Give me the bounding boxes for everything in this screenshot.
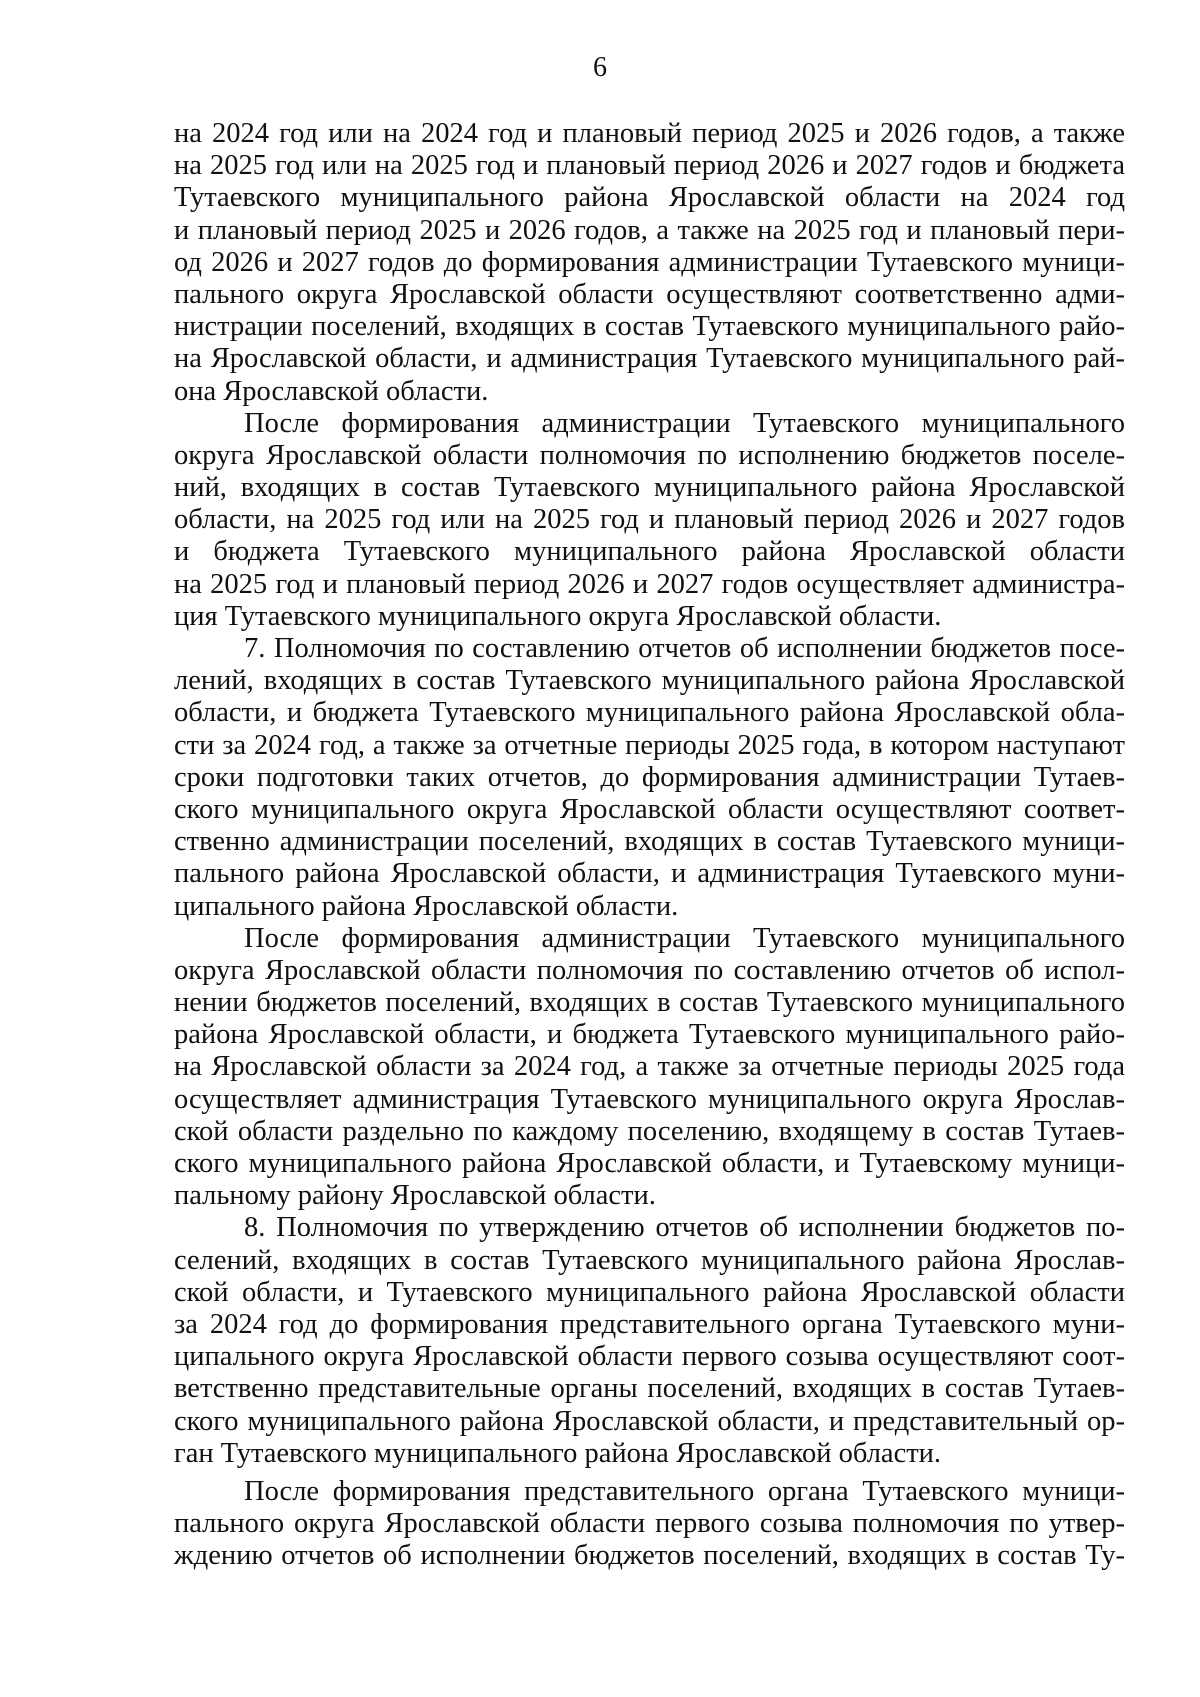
text-line: области, на 2025 год или на 2025 год и плановый период 2026 и 2027 годов (174, 504, 1125, 536)
text-line: лений, входящих в состав Тутаевского муниципального района Ярославской (174, 665, 1125, 697)
text-line: на 2024 год или на 2024 год и плановый период 2025 и 2026 годов, а также (174, 118, 1125, 149)
text-line: 7. Полномочия по составлению отчетов об исполнении бюджетов посе- (244, 633, 1125, 664)
paragraph-6 (174, 1476, 1125, 1573)
text-line: и плановый период 2025 и 2026 годов, а также на 2025 год и плановый пери- (174, 214, 1125, 246)
text-line: од 2026 и 2027 годов до формирования администрации Тутаевского муници- (174, 246, 1125, 278)
document-body (174, 118, 1125, 1572)
text-line: ского муниципального района Ярославской области, и Тутаевскому муници- (174, 1148, 1125, 1179)
page-number: 6 (593, 52, 607, 83)
text-line: на Ярославской области, и администрация Тутаевского муниципального рай- (174, 343, 1125, 375)
text-line: и бюджета Тутаевского муниципального района Ярославской области (174, 536, 1125, 568)
text-line: ний, входящих в состав Тутаевского муниципального района Ярославской (174, 472, 1125, 504)
text-line: осуществляет администрация Тутаевского муниципального округа Ярослав- (174, 1083, 1125, 1115)
paragraph-item-7 (174, 633, 1125, 923)
text-line: на 2025 год и плановый период 2026 и 2027 годов осуществляет администра- (174, 568, 1125, 600)
paragraph-1 (174, 118, 1125, 408)
text-line: После формирования представительного органа Тутаевского муници- (244, 1475, 1125, 1507)
text-line: пального округа Ярославской области первого созыва полномочия по утвер- (174, 1508, 1125, 1540)
paragraph-2 (174, 408, 1125, 633)
text-line: пального округа Ярославской области осуществляют соответственно адми- (174, 278, 1125, 310)
text-line: нении бюджетов поселений, входящих в состав Тутаевского муниципального (174, 987, 1125, 1019)
text-line: ция Тутаевского муниципального округа Ярославской области. (174, 600, 942, 632)
text-line: сроки подготовки таких отчетов, до формирования администрации Тутаев- (174, 761, 1125, 793)
text-line: ципального округа Ярославской области первого созыва осуществляют соот- (174, 1341, 1125, 1373)
text-line: После формирования администрации Тутаевского муниципального (244, 407, 1125, 439)
text-line: ской области раздельно по каждому поселению, входящему в состав Тутаев- (174, 1115, 1125, 1147)
text-line: селений, входящих в состав Тутаевского муниципального района Ярослав- (174, 1244, 1125, 1276)
text-line: Тутаевского муниципального района Ярославской области на 2024 год (174, 182, 1125, 214)
text-line: нистрации поселений, входящих в состав Тутаевского муниципального райо- (174, 311, 1125, 343)
text-line: ственно администрации поселений, входящих в состав Тутаевского муници- (174, 826, 1125, 858)
text-line: на 2025 год или на 2025 год и плановый период 2026 и 2027 годов и бюджета (174, 150, 1125, 182)
text-line: сти за 2024 год, а также за отчетные периоды 2025 года, в котором наступают (174, 729, 1125, 761)
text-line: 8. Полномочия по утверждению отчетов об исполнении бюджетов по- (244, 1212, 1125, 1244)
text-line: округа Ярославской области полномочия по составлению отчетов об испол- (174, 954, 1125, 986)
text-line: на Ярославской области за 2024 год, а также за отчетные периоды 2025 года (174, 1051, 1125, 1083)
text-line: области, и бюджета Тутаевского муниципального района Ярославской обла- (174, 697, 1125, 729)
text-line: ского муниципального округа Ярославской области осуществляют соответ- (174, 793, 1125, 825)
text-line: ского муниципального района Ярославской области, и представительный ор- (174, 1405, 1125, 1437)
text-line: ждению отчетов об исполнении бюджетов поселений, входящих в состав Ту- (174, 1540, 1125, 1572)
text-line: пальному району Ярославской области. (174, 1180, 656, 1212)
text-line: пального района Ярославской области, и администрация Тутаевского муни- (174, 858, 1125, 890)
paragraph-item-8 (174, 1212, 1125, 1470)
text-line: района Ярославской области, и бюджета Тутаевского муниципального райо- (174, 1019, 1125, 1051)
text-line: ган Тутаевского муниципального района Ярославской области. (174, 1437, 942, 1469)
text-line: ветственно представительные органы поселений, входящих в состав Тутаев- (174, 1373, 1125, 1405)
text-line: она Ярославской области. (174, 375, 489, 407)
text-line: ципального района Ярославской области. (174, 890, 679, 922)
text-line: После формирования администрации Тутаевского муниципального (244, 922, 1125, 954)
text-line: ской области, и Тутаевского муниципального района Ярославской области (174, 1276, 1125, 1308)
text-line: за 2024 год до формирования представительного органа Тутаевского муни- (174, 1308, 1125, 1340)
text-line: округа Ярославской области полномочия по исполнению бюджетов поселе- (174, 439, 1125, 471)
paragraph-4 (174, 923, 1125, 1213)
